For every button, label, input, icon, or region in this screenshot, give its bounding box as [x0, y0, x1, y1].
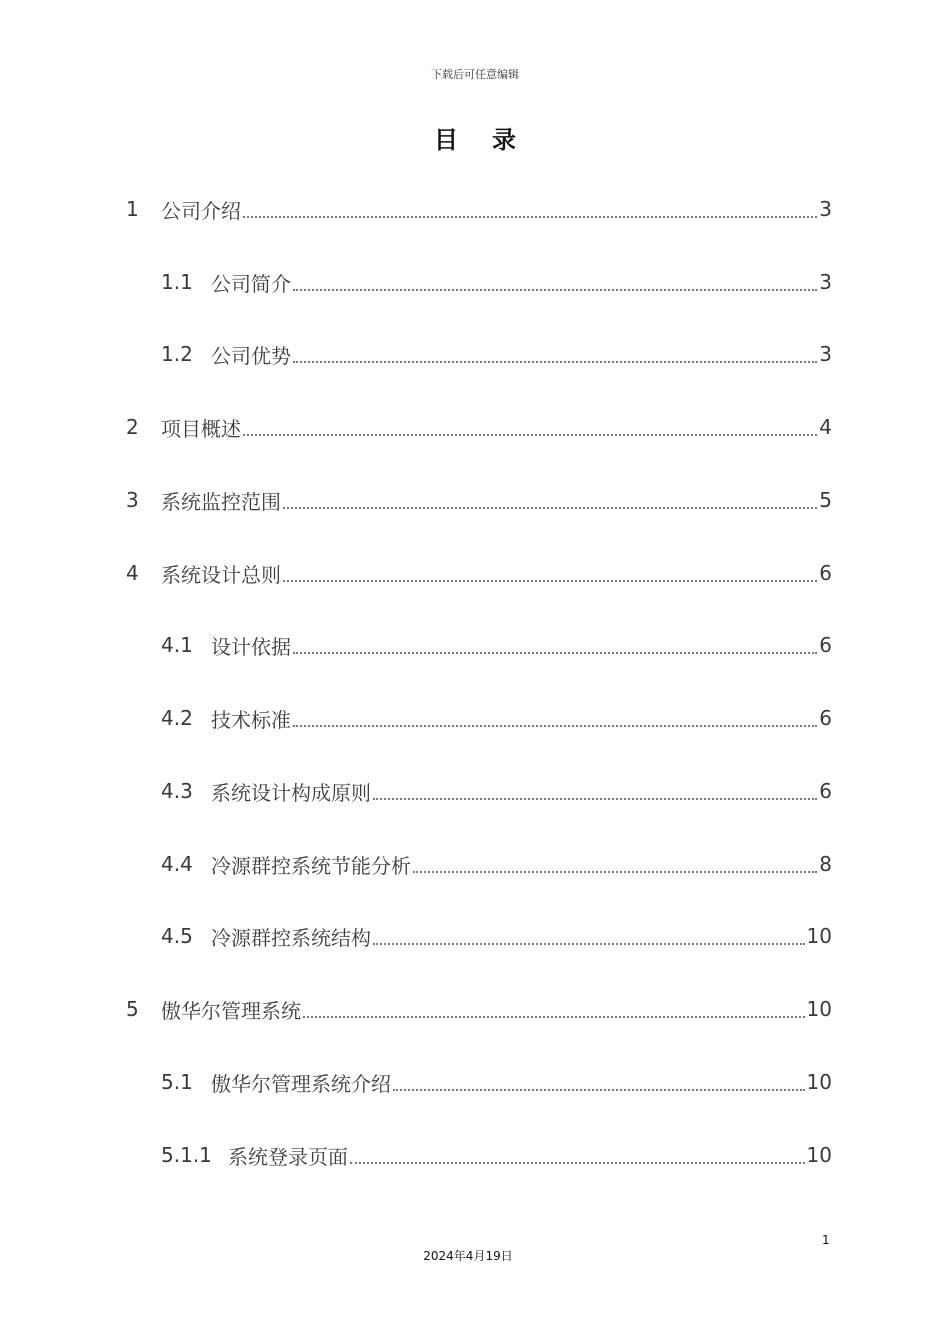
toc-entry-number: 4.1 [161, 633, 193, 657]
toc-entry-text: 系统设计构成原则 [211, 780, 371, 805]
toc-entry[interactable] [161, 334, 832, 374]
toc-entry-text: 系统监控范围 [161, 489, 281, 514]
toc-leader-dots [350, 1161, 805, 1164]
toc-entry-page: 8 [819, 852, 832, 876]
toc-entry[interactable] [126, 989, 832, 1029]
toc-entry-page: 6 [819, 633, 832, 657]
toc-entry-page: 10 [806, 924, 832, 948]
toc-entry[interactable] [161, 916, 832, 956]
toc-entry-text: 项目概述 [161, 416, 241, 441]
toc-entry[interactable] [126, 407, 832, 447]
toc-entry[interactable] [126, 553, 832, 593]
toc-entry-number: 4.3 [161, 779, 193, 803]
footer-date: 2024年4月19日 [423, 1249, 513, 1263]
toc-leader-dots [293, 724, 817, 727]
toc-entry-text: 设计依据 [211, 634, 291, 659]
toc-entry-page: 6 [819, 561, 832, 585]
toc-leader-dots [373, 797, 817, 800]
toc-entry-number: 3 [126, 488, 139, 512]
toc-entry[interactable] [161, 1062, 832, 1102]
toc-entry-number: 5.1.1 [161, 1143, 212, 1167]
toc-entry-page: 3 [819, 197, 832, 221]
toc-leader-dots [283, 506, 817, 509]
toc-entry-text: 冷源群控系统节能分析 [211, 853, 411, 878]
toc-entry-number: 5 [126, 997, 139, 1021]
toc-entry-page: 5 [819, 488, 832, 512]
toc-entry[interactable] [161, 844, 832, 884]
toc-leader-dots [293, 651, 817, 654]
toc-entry-page: 3 [819, 342, 832, 366]
toc-leader-dots [293, 360, 817, 363]
toc-entry-page: 6 [819, 706, 832, 730]
toc-entry-text: 冷源群控系统结构 [211, 925, 371, 950]
toc-entry-text: 系统设计总则 [161, 562, 281, 587]
toc-entry-number: 5.1 [161, 1070, 193, 1094]
toc-entry-text: 系统登录页面 [228, 1144, 348, 1169]
toc-leader-dots [413, 870, 817, 873]
toc-entry-text: 傲华尔管理系统 [161, 998, 301, 1023]
toc-entry[interactable] [161, 771, 832, 811]
toc-entry-page: 10 [806, 1070, 832, 1094]
toc-entry-number: 1 [126, 197, 139, 221]
toc-entry-number: 4.2 [161, 706, 193, 730]
toc-entry-number: 2 [126, 415, 139, 439]
toc-entry-text: 技术标准 [211, 707, 291, 732]
toc-entry-text: 公司简介 [211, 271, 291, 296]
toc-entry-text: 公司优势 [211, 343, 291, 368]
toc-entry-text: 傲华尔管理系统介绍 [211, 1071, 391, 1096]
toc-entry-number: 1.2 [161, 342, 193, 366]
toc-entry[interactable] [161, 262, 832, 302]
toc-entry-page: 3 [819, 270, 832, 294]
toc-entry[interactable] [161, 698, 832, 738]
toc-entry[interactable] [126, 189, 832, 229]
toc-entry-page: 4 [819, 415, 832, 439]
toc-leader-dots [373, 942, 805, 945]
toc-entry-number: 1.1 [161, 270, 193, 294]
toc-entry-number: 4 [126, 561, 139, 585]
toc-entry-text: 公司介绍 [161, 198, 241, 223]
toc-entry-number: 4.4 [161, 852, 193, 876]
toc-leader-dots [393, 1088, 805, 1091]
toc-leader-dots [243, 433, 817, 436]
toc-leader-dots [303, 1015, 805, 1018]
toc-entry[interactable] [161, 1135, 832, 1175]
toc-leader-dots [293, 288, 817, 291]
toc-leader-dots [283, 579, 817, 582]
toc-entry-page: 6 [819, 779, 832, 803]
toc-entry-page: 10 [806, 1143, 832, 1167]
toc-title: 目录 [434, 126, 550, 154]
toc-entry-page: 10 [806, 997, 832, 1021]
toc-entry[interactable] [126, 480, 832, 520]
toc-entry[interactable] [161, 625, 832, 665]
page-number: 1 [822, 1233, 830, 1247]
header-note: 下载后可任意编辑 [431, 68, 519, 81]
toc-entry-number: 4.5 [161, 924, 193, 948]
toc-leader-dots [243, 215, 817, 218]
